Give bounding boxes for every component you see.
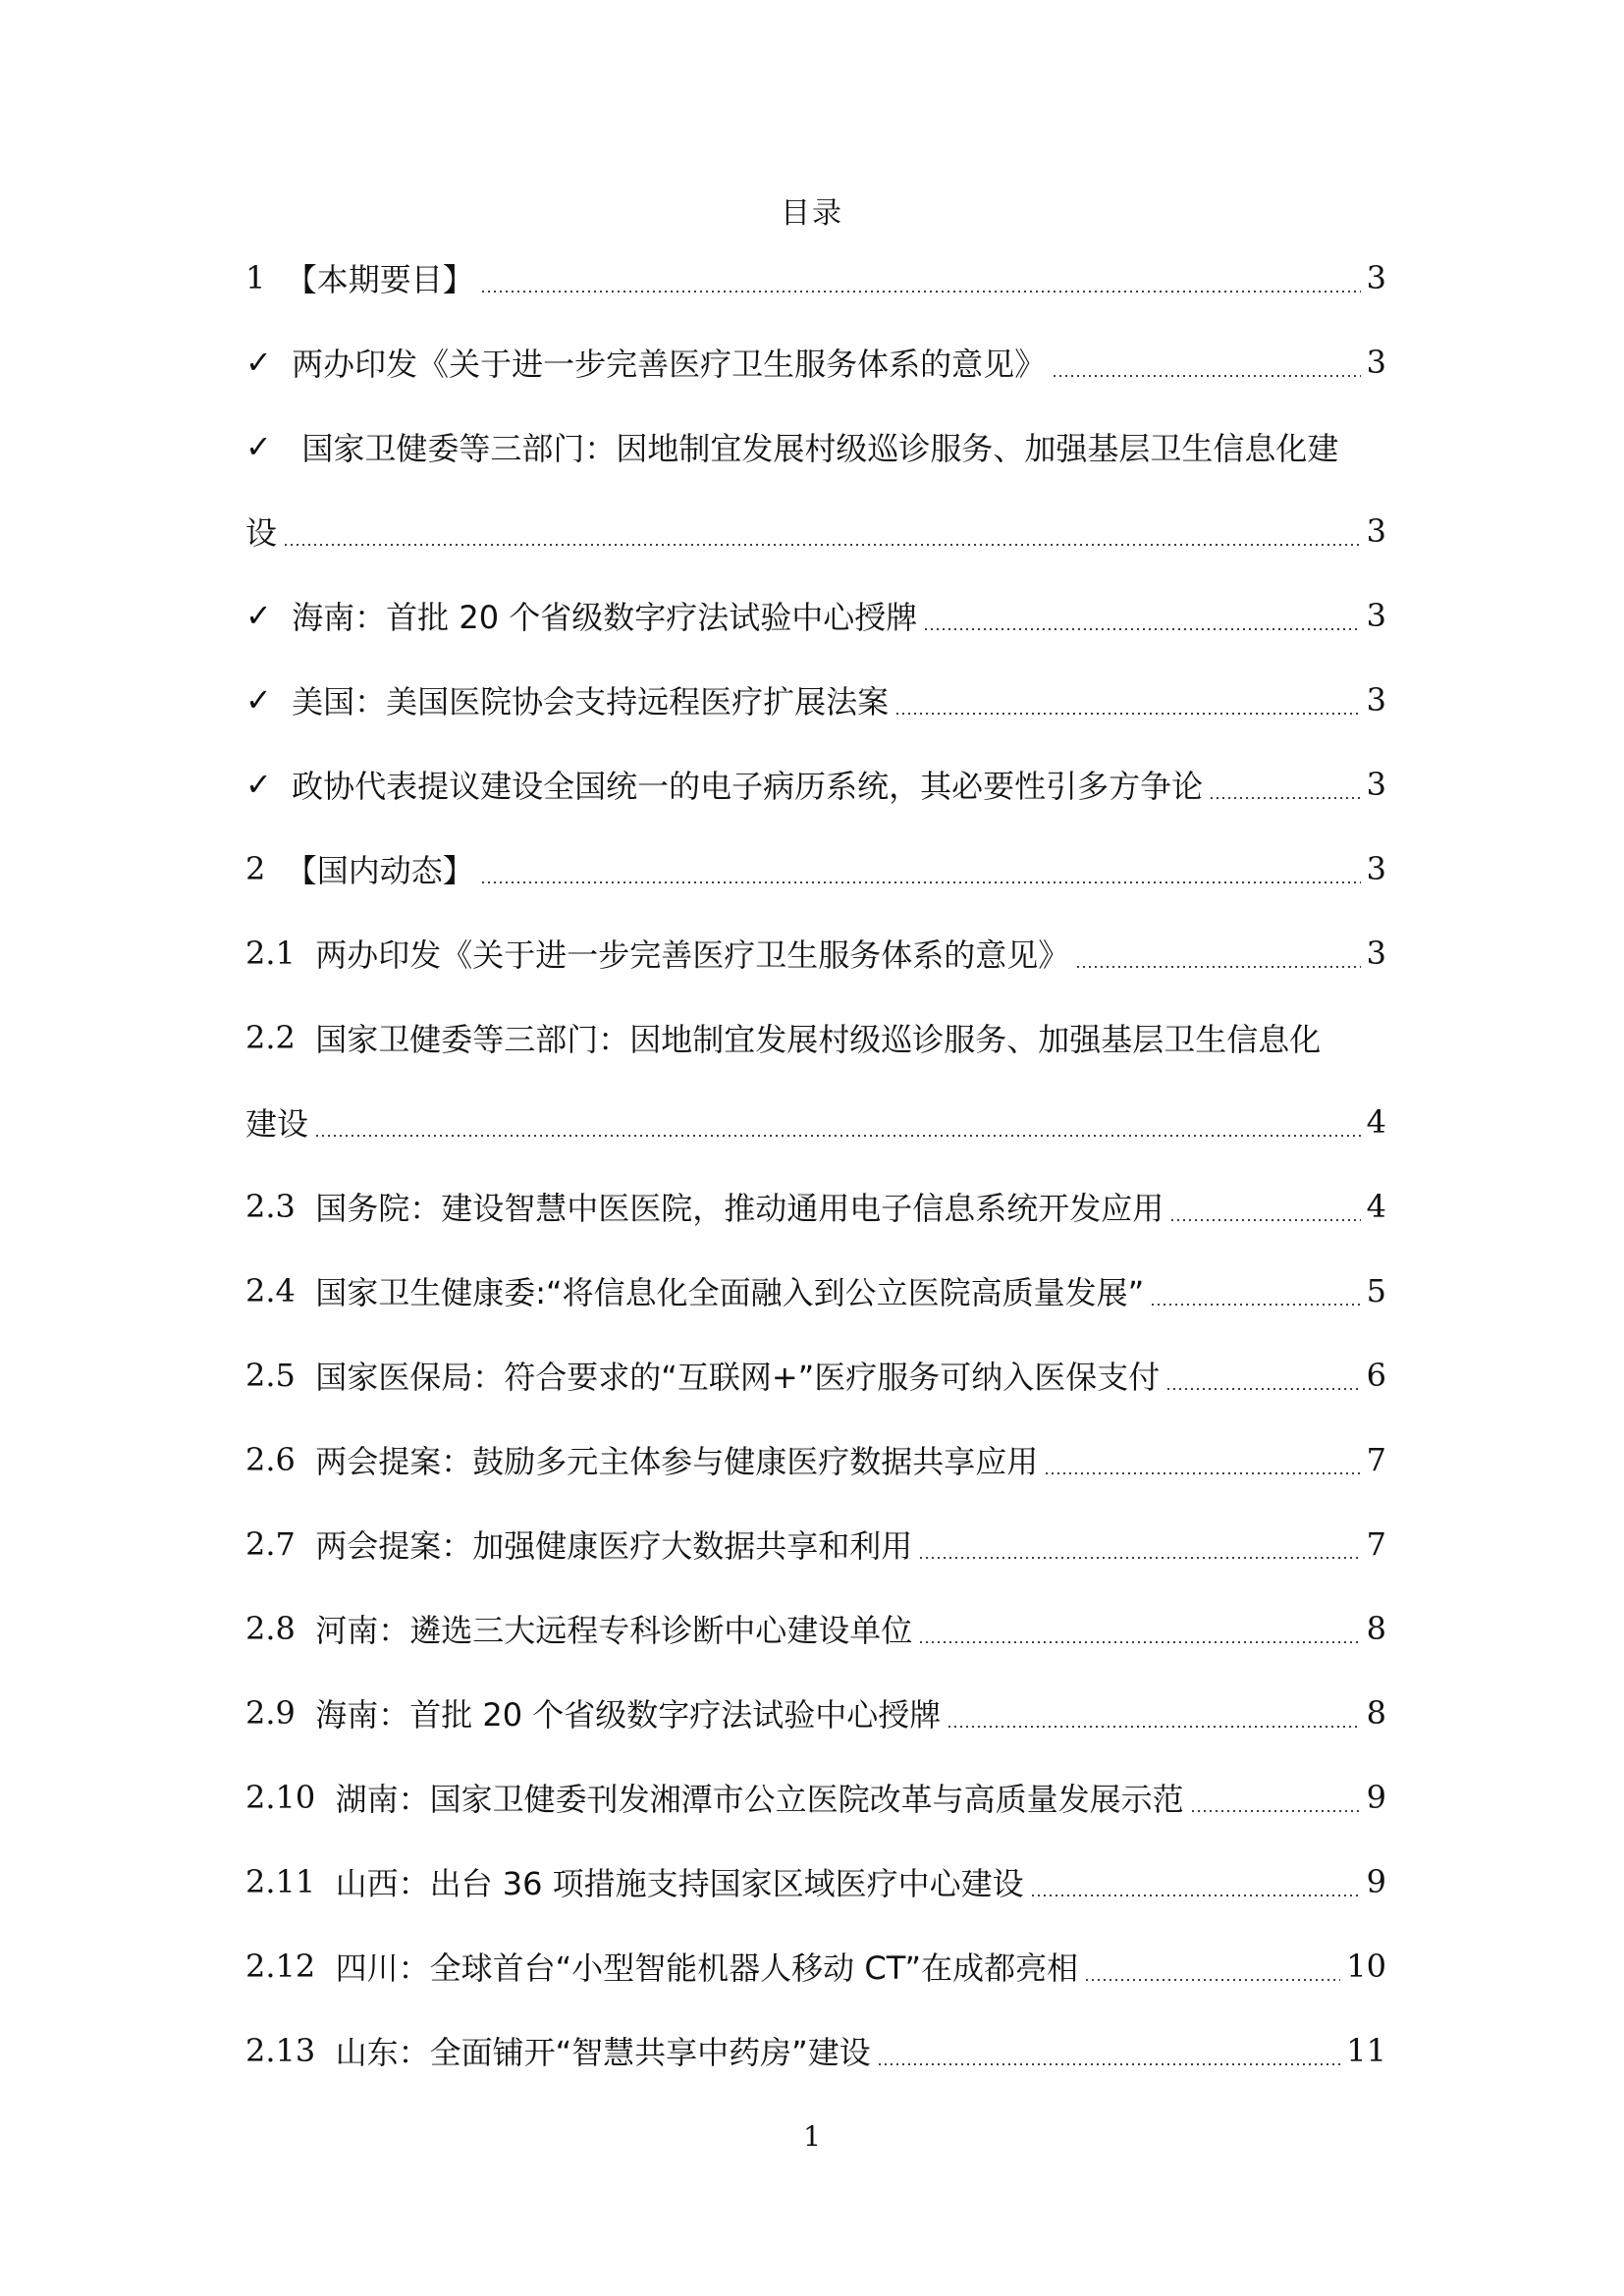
toc-leader-dots <box>1044 1472 1360 1474</box>
toc-entry[interactable] <box>245 1586 1386 1671</box>
toc-entry-number: ✓ <box>245 344 293 381</box>
toc-entry[interactable] <box>245 995 1386 1080</box>
toc-leader-dots <box>480 881 1361 883</box>
page-number: 1 <box>803 2120 821 2153</box>
toc-entry-title: 海南：首批 20 个省级数字疗法试验中心授牌 <box>292 599 918 636</box>
toc-entry[interactable] <box>245 573 1386 658</box>
toc-entry-title: 【本期要目】 <box>285 261 474 298</box>
toc-entry[interactable] <box>245 236 1386 320</box>
toc-leader-dots <box>1150 1304 1360 1306</box>
toc-entry-number: 2.7 <box>245 1525 316 1563</box>
toc-entry-number: 2.5 <box>245 1357 316 1394</box>
toc-entry[interactable] <box>245 1164 1386 1249</box>
toc-entry-number: ✓ <box>245 428 293 465</box>
toc-entry[interactable] <box>245 1755 1386 1840</box>
toc-entry[interactable] <box>245 1840 1386 1924</box>
toc-entry[interactable] <box>245 1249 1386 1333</box>
toc-entry[interactable] <box>245 2008 1386 2093</box>
toc-entry[interactable] <box>245 320 1386 404</box>
toc-entry-page: 3 <box>1366 766 1386 803</box>
toc-leader-dots <box>918 1641 1360 1643</box>
toc-entry-page: 6 <box>1366 1357 1386 1394</box>
toc-leader-dots <box>1165 1388 1360 1390</box>
toc-entry-title: 湖南：国家卫健委刊发湘潭市公立医院改革与高质量发展示范 <box>335 1781 1184 1818</box>
toc-leader-dots <box>947 1726 1360 1728</box>
toc-entry[interactable] <box>245 1671 1386 1755</box>
toc-entry-number: 2.11 <box>245 1863 336 1900</box>
toc-entry-title-cont: 设 <box>245 514 278 552</box>
toc-entry-number: 2.6 <box>245 1441 316 1478</box>
toc-entry[interactable] <box>245 911 1386 995</box>
toc-entry-title: 海南：首批 20 个省级数字疗法试验中心授牌 <box>315 1696 942 1734</box>
toc-entry-title-cont: 建设 <box>245 1105 309 1143</box>
toc-entry-page: 8 <box>1366 1610 1386 1647</box>
toc-list <box>245 236 1386 2093</box>
toc-entry-page: 10 <box>1346 1948 1386 1985</box>
toc-entry-title: 山东：全面铺开“智慧共享中药房”建设 <box>335 2034 871 2071</box>
toc-entry-number: 2.1 <box>245 934 316 972</box>
toc-entry-title: 国务院：建设智慧中医医院，推动通用电子信息系统开发应用 <box>315 1190 1164 1227</box>
toc-title: 目录 <box>781 196 843 231</box>
toc-leader-dots <box>923 628 1360 630</box>
toc-entry-page: 3 <box>1366 259 1386 296</box>
toc-entry-title: 山西：出台 36 项措施支持国家区域医疗中心建设 <box>335 1865 1024 1902</box>
toc-entry-page: 7 <box>1366 1525 1386 1563</box>
toc-entry-page: 8 <box>1366 1694 1386 1732</box>
toc-leader-dots <box>283 544 1361 546</box>
toc-entry-continuation[interactable] <box>245 1080 1386 1164</box>
toc-entry-number: 1 <box>245 259 286 296</box>
toc-entry-page: 3 <box>1366 512 1386 550</box>
toc-entry[interactable] <box>245 1924 1386 2008</box>
toc-leader-dots <box>314 1135 1361 1137</box>
toc-entry-number: 2.8 <box>245 1610 316 1647</box>
toc-leader-dots <box>1190 1810 1361 1812</box>
toc-entry-number: 2.9 <box>245 1694 316 1732</box>
toc-entry-page: 4 <box>1366 1188 1386 1225</box>
toc-leader-dots <box>1030 1895 1361 1896</box>
toc-leader-dots <box>1052 375 1360 377</box>
toc-entry-title: 【国内动态】 <box>285 852 474 889</box>
toc-entry-title: 两会提案：鼓励多元主体参与健康医疗数据共享应用 <box>315 1443 1039 1480</box>
toc-entry-page: 3 <box>1366 597 1386 634</box>
toc-leader-dots <box>1084 1979 1340 1981</box>
toc-entry-page: 3 <box>1366 850 1386 887</box>
toc-leader-dots <box>918 1557 1360 1559</box>
toc-entry-number: 2 <box>245 850 286 887</box>
toc-entry-title: 国家卫健委等三部门：因地制宜发展村级巡诊服务、加强基层卫生信息化 <box>315 1021 1322 1058</box>
toc-entry-title: 两办印发《关于进一步完善医疗卫生服务体系的意见》 <box>292 346 1047 383</box>
toc-entry-page: 3 <box>1366 934 1386 972</box>
toc-entry-number: ✓ <box>245 766 293 803</box>
toc-entry[interactable] <box>245 1333 1386 1417</box>
toc-entry-title: 国家卫生健康委:“将信息化全面融入到公立医院高质量发展” <box>315 1274 1145 1311</box>
toc-entry[interactable] <box>245 658 1386 742</box>
toc-leader-dots <box>1169 1219 1360 1221</box>
toc-entry-page: 5 <box>1366 1272 1386 1309</box>
toc-entry-page: 9 <box>1366 1779 1386 1816</box>
toc-entry-title: 河南：遴选三大远程专科诊断中心建设单位 <box>315 1612 913 1649</box>
toc-entry-title: 国家卫健委等三部门：因地制宜发展村级巡诊服务、加强基层卫生信息化建 <box>292 430 1339 467</box>
toc-entry[interactable] <box>245 404 1386 489</box>
toc-entry-title: 两会提案：加强健康医疗大数据共享和利用 <box>315 1527 913 1565</box>
toc-entry-page: 11 <box>1346 2032 1386 2069</box>
toc-entry-number: 2.12 <box>245 1948 336 1985</box>
toc-leader-dots <box>1075 966 1360 968</box>
toc-entry-title: 国家医保局：符合要求的“互联网+”医疗服务可纳入医保支付 <box>315 1359 1161 1396</box>
toc-entry[interactable] <box>245 742 1386 827</box>
toc-entry-page: 3 <box>1366 681 1386 719</box>
toc-entry-number: ✓ <box>245 597 293 634</box>
toc-entry-number: 2.2 <box>245 1019 316 1056</box>
toc-entry-number: 2.13 <box>245 2032 336 2069</box>
toc-entry-page: 9 <box>1366 1863 1386 1900</box>
toc-entry-page: 4 <box>1366 1103 1386 1141</box>
toc-entry-title: 政协代表提议建设全国统一的电子病历系统，其必要性引多方争论 <box>292 768 1204 805</box>
toc-entry-number: 2.4 <box>245 1272 316 1309</box>
toc-entry-title: 两办印发《关于进一步完善医疗卫生服务体系的意见》 <box>315 936 1070 974</box>
toc-entry-continuation[interactable] <box>245 489 1386 573</box>
toc-entry-title: 四川：全球首台“小型智能机器人移动 CT”在成都亮相 <box>335 1949 1079 1987</box>
toc-leader-dots <box>1209 797 1360 799</box>
toc-entry[interactable] <box>245 827 1386 911</box>
toc-entry-title: 美国：美国医院协会支持远程医疗扩展法案 <box>292 683 890 721</box>
toc-entry-number: 2.10 <box>245 1779 336 1816</box>
toc-entry-number: 2.3 <box>245 1188 316 1225</box>
toc-entry-number: ✓ <box>245 681 293 719</box>
toc-leader-dots <box>894 713 1360 715</box>
toc-leader-dots <box>877 2063 1341 2065</box>
toc-entry[interactable] <box>245 1502 1386 1586</box>
toc-entry-page: 7 <box>1366 1441 1386 1478</box>
toc-entry-page: 3 <box>1366 344 1386 381</box>
toc-entry[interactable] <box>245 1417 1386 1502</box>
toc-leader-dots <box>480 291 1361 293</box>
